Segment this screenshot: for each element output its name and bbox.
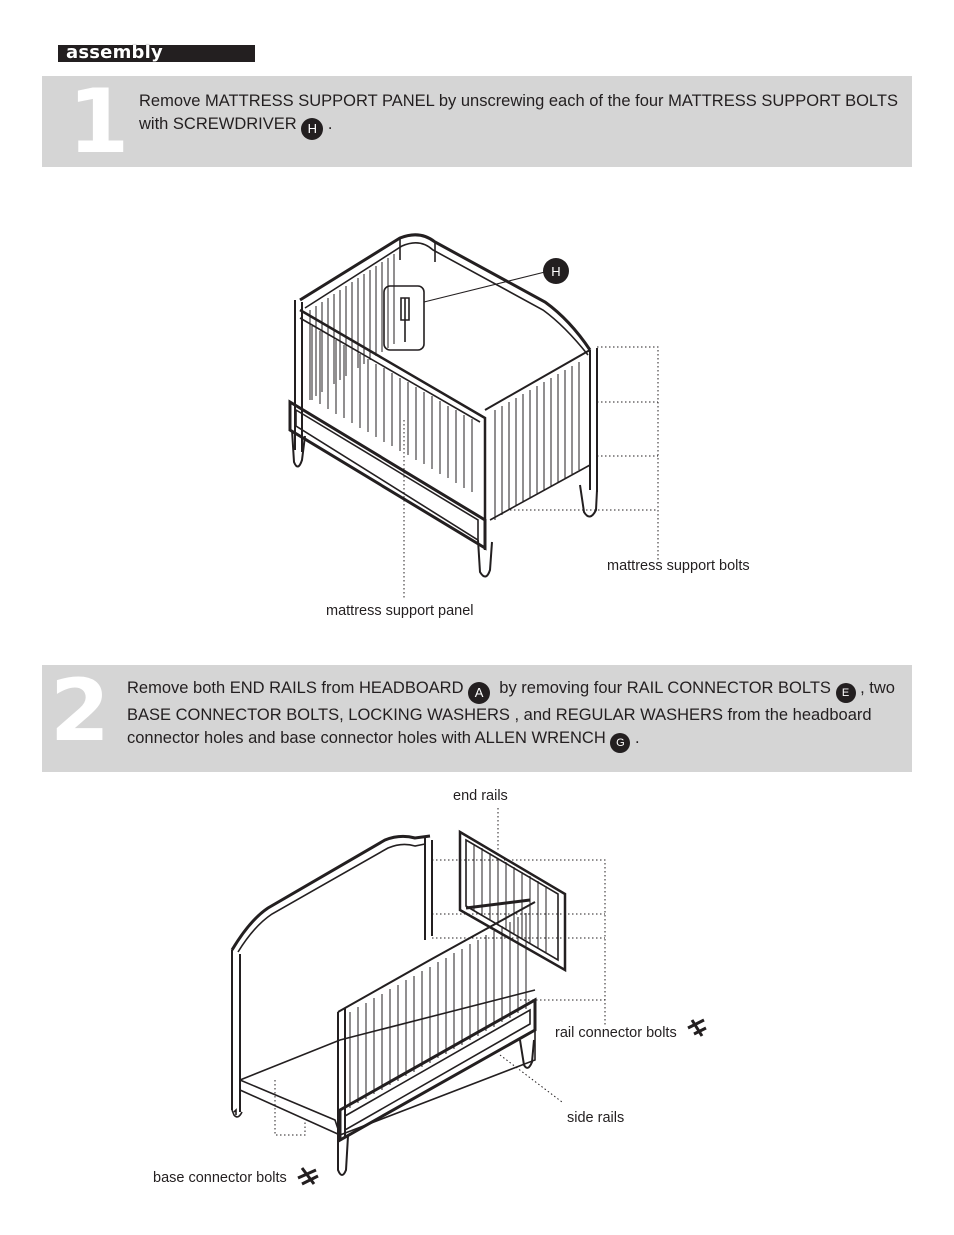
label-end-rails: end rails <box>453 788 508 804</box>
label-side-rails: side rails <box>567 1110 625 1126</box>
label-rail-connector-bolts: rail connector bolts <box>555 1025 677 1041</box>
step-2-number: 2 <box>50 661 110 761</box>
step-1-instruction <box>139 90 899 140</box>
label-mattress-support-bolts: mattress support bolts <box>607 558 750 574</box>
crib-illustration-1 <box>0 190 954 640</box>
step-2-instruction <box>127 677 912 753</box>
step-2-text-d: . <box>634 729 640 747</box>
step-1-number: 1 <box>68 70 130 173</box>
step-2-text-c: , two BASE CONNECTOR BOLTS, LOCKING WASHERS , and REGULAR WASHERS from the headboard connector holes and base connector holes with ALLEN WRENCH <box>127 679 895 747</box>
label-base-connector-bolts: base connector bolts <box>153 1170 287 1186</box>
step-2-text-a: Remove both END RAILS from HEADBOARD <box>127 679 469 697</box>
callout-badge-h: H <box>551 264 561 279</box>
label-mattress-support-panel: mattress support panel <box>326 603 474 619</box>
step-1-box <box>42 70 912 173</box>
step-1-text-end: . <box>327 115 333 133</box>
crib-illustration-2 <box>0 790 954 1200</box>
part-badge-h: H <box>301 118 323 140</box>
step-2-text-b: by removing four RAIL CONNECTOR BOLTS <box>494 679 836 697</box>
section-header <box>58 42 255 63</box>
section-header-label: assembly <box>66 42 163 63</box>
part-badge-a: A <box>468 682 490 704</box>
step-2-box <box>42 661 912 772</box>
part-badge-e: E <box>836 683 856 703</box>
part-badge-g: G <box>610 733 630 753</box>
step-1-text: Remove MATTRESS SUPPORT PANEL by unscrewing each of the four MATTRESS SUPPORT BOLTS with SCREWDRIVER <box>139 92 898 133</box>
